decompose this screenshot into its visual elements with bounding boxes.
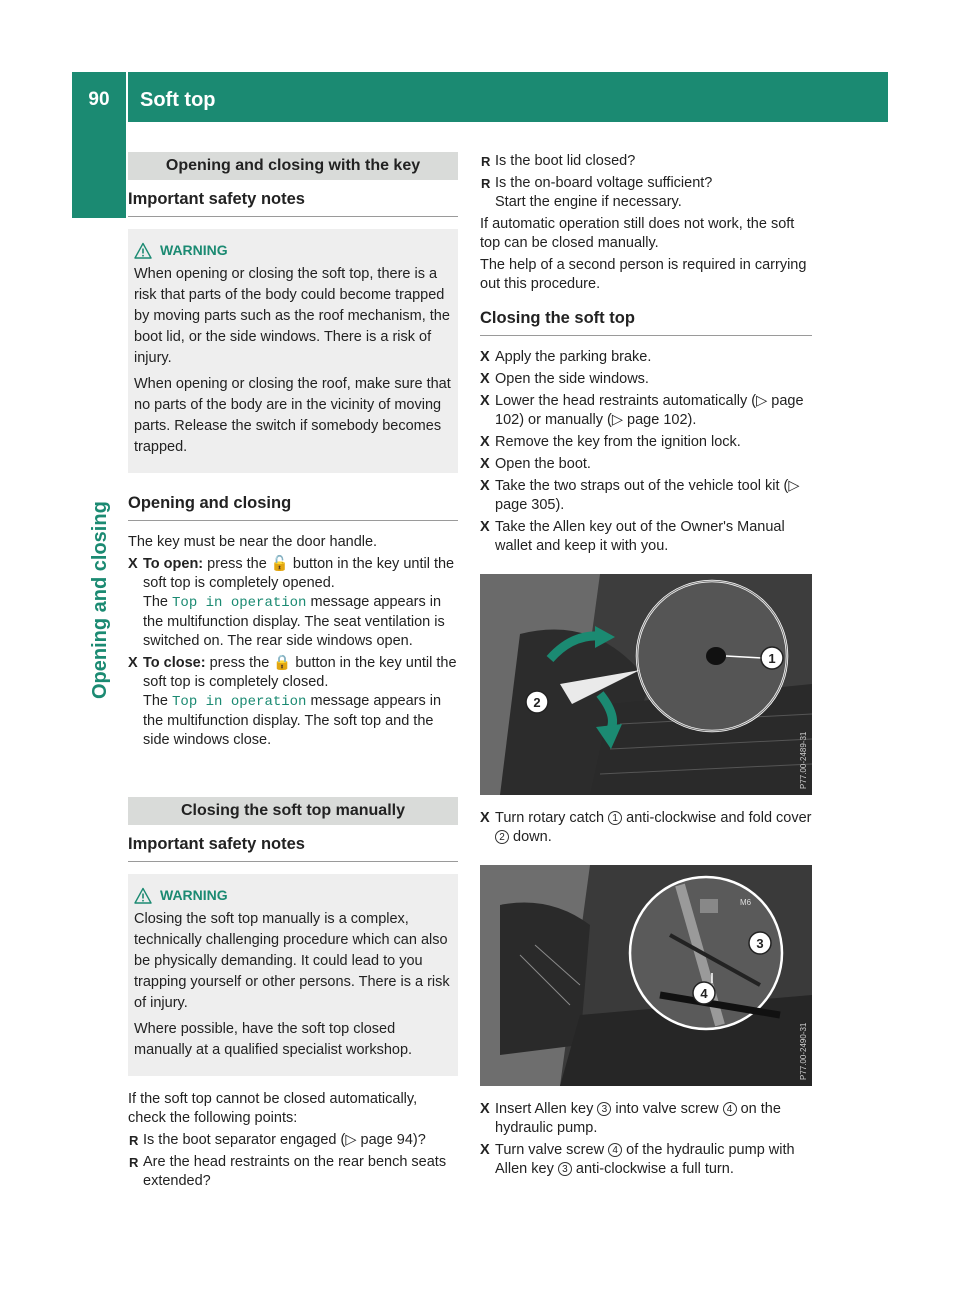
step-item [480,455,812,474]
step-item [480,348,812,367]
check-text: Start the engine if necessary. [495,194,682,210]
check-text: Is the on-board voltage sufficient? [495,175,713,191]
step-text: press the [207,556,267,572]
unlock-icon: 🔓 [270,556,289,572]
arrow-x-icon: X [128,655,138,671]
step-text: Apply the parking brake. [495,349,652,365]
arrow-x-icon: X [480,371,490,387]
step-text: button in the key until the soft top is completely closed. [143,655,457,690]
arrow-x-icon: X [480,1101,490,1117]
step-insert-key [480,1100,812,1138]
page-title: Soft top [140,89,216,111]
svg-text:M6: M6 [740,898,752,907]
warning-text: Closing the soft top manually is a complex, technically challenging procedure which can also be physically demanding. It could lead to you trapping yourself or other persons. There is a risk of injury. [134,911,450,1011]
step-text: Take the two straps out of the vehicle tool kit (▷ page 305). [495,478,800,513]
warning-label: WARNING [160,887,228,903]
step-open [128,555,458,651]
spacer [128,753,458,797]
step-item [480,433,812,452]
warning-triangle-icon [134,242,152,260]
right-column [480,152,812,1182]
step-item [480,477,812,515]
boot-photo-valve-screw [480,865,812,1086]
step-text: Take the Allen key out of the Owner's Manual wallet and keep it with you. [495,519,785,554]
section-band-manual: Closing the soft top manually [128,797,458,825]
arrow-x-icon: X [480,478,490,494]
safety-notes-heading-1: Important safety notes [128,189,458,217]
safety-notes-heading-2: Important safety notes [128,834,458,862]
r-bullet-icon: R [129,1133,139,1148]
step-text: message appears in the multifunction display. The soft top and the side windows close. [143,693,442,748]
step-item [480,370,812,389]
warning-title-1 [134,241,452,260]
callout-ref: 3 [558,1162,572,1176]
boot-photo-rotary-catch [480,574,812,795]
step-text: Turn valve screw [495,1142,605,1158]
callout-ref: 1 [608,811,622,825]
check-item [480,152,812,171]
step-text: The [143,693,168,709]
step-text: message appears in the multifunction display. The seat ventilation is switched on. The rear side windows open. [143,594,445,649]
warning-box-1 [128,229,458,473]
body-text: The help of a second person is required in carrying out this procedure. [480,257,807,292]
warning-text: Where possible, have the soft top closed manually at a qualified specialist workshop. [134,1021,413,1058]
r-bullet-icon: R [481,154,491,169]
callout-ref: 2 [495,830,509,844]
callout-2: 2 [533,695,541,710]
photo-code: P77.00-2489-31 [799,731,808,789]
opening-closing-heading: Opening and closing [128,493,458,521]
step-text: on the hydraulic pump. [495,1101,781,1136]
arrow-x-icon: X [480,1142,490,1158]
step-text: Remove the key from the ignition lock. [495,434,741,450]
body-text: If automatic operation still does not work, the soft top can be closed manually. [480,216,795,251]
check-item [480,174,812,212]
step-text: The [143,594,168,610]
callout-1: 1 [768,651,776,666]
arrow-x-icon: X [480,519,490,535]
arrow-x-icon: X [128,556,138,572]
step-text: Open the side windows. [495,371,649,387]
step-label: To open: [143,556,204,572]
body-text: The key must be near the door handle. [128,534,378,550]
side-color-block [72,122,126,218]
arrow-x-icon: X [480,349,490,365]
arrow-x-icon: X [480,810,490,826]
callout-3: 3 [756,936,764,951]
arrow-x-icon: X [480,456,490,472]
step-text: of the hydraulic pump with Allen key [495,1142,795,1177]
warning-triangle-icon [134,887,152,905]
side-tab-label: Opening and closing [89,501,111,699]
arrow-x-icon: X [480,393,490,409]
step-close [128,654,458,750]
r-bullet-icon: R [129,1155,139,1170]
step-text: anti-clockwise a full turn. [575,1161,734,1177]
step-item [480,518,812,556]
callout-4: 4 [700,986,708,1001]
callout-ref: 4 [608,1143,622,1157]
step-text: anti-clockwise and fold cover [626,810,812,826]
step-item [480,392,812,430]
header-divider [126,72,128,122]
step-text: button in the key until the soft top is completely opened. [143,556,455,591]
step-text: press the [209,655,270,671]
r-bullet-icon: R [481,176,491,191]
check-text: Are the head restraints on the rear bench seats extended? [143,1154,447,1189]
step-turn-catch [480,809,812,847]
step-text: Open the boot. [495,456,591,472]
callout-ref: 4 [723,1102,737,1116]
step-text: into valve screw [615,1101,719,1117]
warning-label: WARNING [160,242,228,258]
warning-text: When opening or closing the roof, make sure that no parts of the body are in the vicinity of moving parts. Release the switch if somebody becomes trapped. [134,376,451,455]
warning-box-2 [128,874,458,1076]
step-turn-valve [480,1141,812,1179]
section-band-key: Opening and closing with the key [128,152,458,180]
boot-illustration [480,574,812,795]
step-text: Lower the head restraints automatically (▷ page 102) or manually (▷ page 102). [495,393,804,428]
warning-text: When opening or closing the soft top, there is a risk that parts of the body could become trapped by moving parts such as the roof mechanism, the boot lid, or the side windows. There is a risk of injury. [134,266,450,366]
pump-illustration [480,865,812,1086]
step-label: To close: [143,655,206,671]
body-text: If the soft top cannot be closed automatically, check the following points: [128,1091,418,1126]
left-column [128,152,458,1194]
check-item [128,1131,458,1150]
step-text: down. [513,829,552,845]
photo-code: P77.00-2490-31 [799,1022,808,1080]
check-item [128,1153,458,1191]
check-text: Is the boot separator engaged (▷ page 94)? [143,1132,426,1148]
arrow-x-icon: X [480,434,490,450]
step-text: Insert Allen key [495,1101,594,1117]
check-text: Is the boot lid closed? [495,153,636,169]
warning-title-2 [134,886,452,905]
step-text: Turn rotary catch [495,810,605,826]
display-message: Top in operation [172,595,307,611]
page-number: 90 [88,89,110,110]
callout-ref: 3 [597,1102,611,1116]
lock-icon: 🔒 [273,655,292,671]
display-message: Top in operation [172,694,307,710]
closing-soft-top-heading: Closing the soft top [480,308,812,336]
